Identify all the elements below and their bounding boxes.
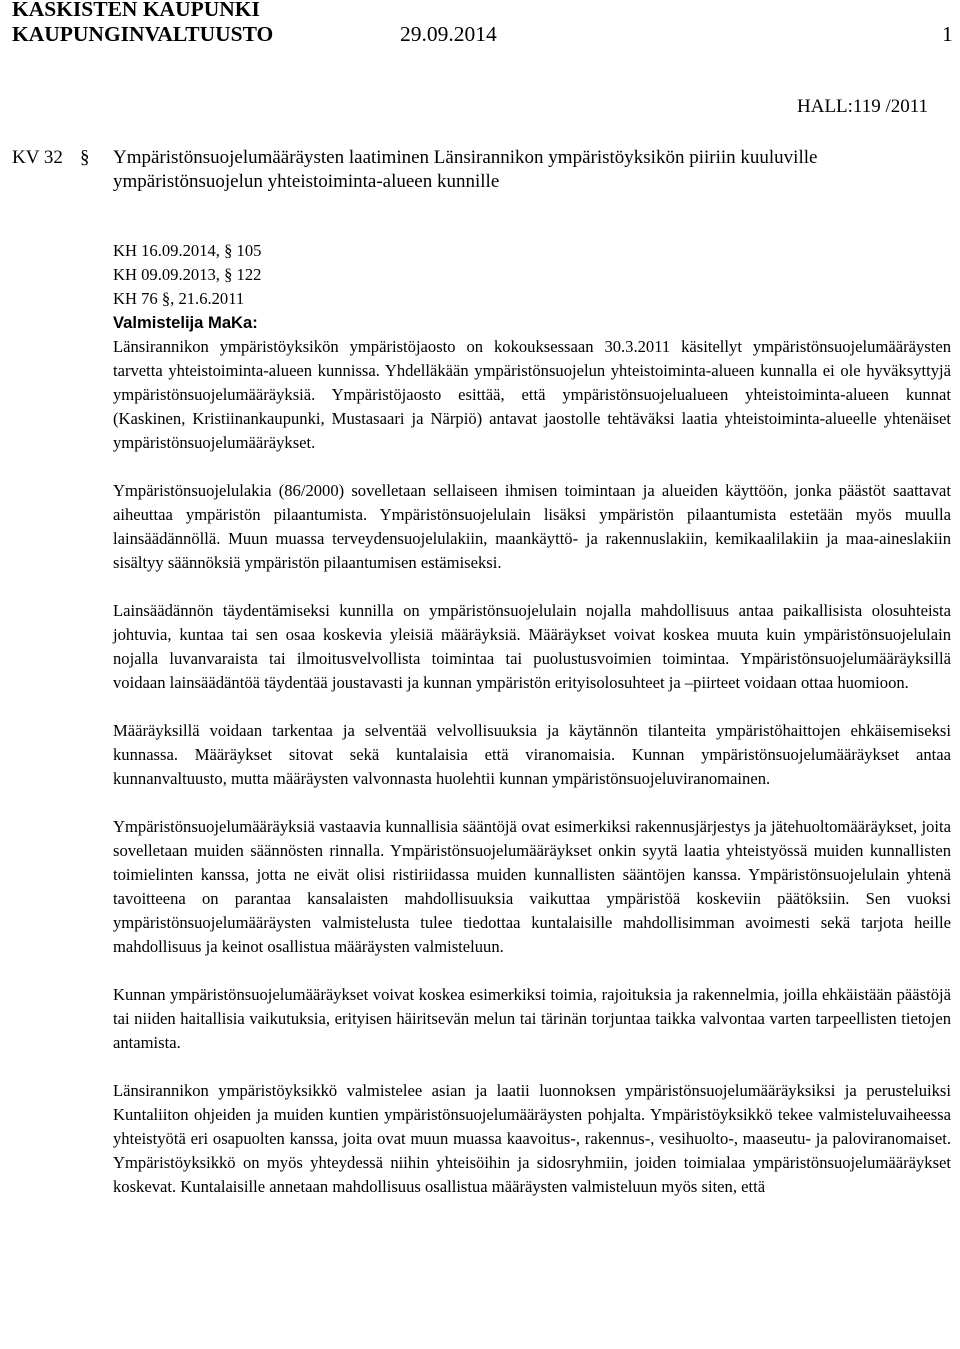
- item-title: [113, 146, 958, 194]
- reference-line: KH 76 §, 21.6.2011: [113, 289, 245, 308]
- organization-name: KASKISTEN KAUPUNKI: [12, 0, 260, 21]
- body-paragraph: Länsirannikon ympäristöyksikkö valmistelee asian ja laatii luonnoksen ympäristönsuojelumääräyksiksi ja perusteluiksi Kuntaliiton ohjeiden ja muiden kuntien ympäristönsuojelumääräysten pohjalta. Ympäristöyksikkö tekee valmisteluvaiheessa yhteistyötä eri osapuolten kanssa, joita ovat muun muassa kaavoitus-, rakennus-, vesihuolto-, maaseutu- ja paloviranomaiset. Ympäristöyksikkö on myös yhteydessä niihin yhteisöihin ja sidosryhmiin, joiden toimialaa ympäristönsuojelumääräykset koskevat. Kuntalaisille annetaan mahdollisuus osallistua määräysten valmisteluun myös siten, että: [113, 1081, 951, 1196]
- body-paragraph: Määräyksillä voidaan tarkentaa ja selventää velvollisuuksia ja käytännön tilanteita ympäristöhaittojen ehkäisemiseksi kunnassa. Määräykset sitovat sekä kuntalaisia että viranomaisia. Kunnan ympäristönsuojelumääräykset antaa kunnanvaltuusto, mutta määräysten valvonnasta huolehtii kunnan ympäristönsuojeluviranomainen.: [113, 721, 951, 788]
- reference-line: KH 09.09.2013, § 122: [113, 265, 262, 284]
- item-title-line: Ympäristönsuojelumääräysten laatiminen Länsirannikon ympäristöyksikön piiriin kuuluville: [113, 147, 818, 168]
- record-id: HALL:119 /2011: [797, 96, 929, 117]
- meeting-date: 29.09.2014: [400, 22, 497, 46]
- governing-body: KAUPUNGINVALTUUSTO: [12, 22, 274, 46]
- item-title-line: ympäristönsuojelun yhteistoiminta-alueen kunnille: [113, 171, 500, 192]
- section-mark: §: [80, 147, 90, 168]
- body-paragraph: Kunnan ympäristönsuojelumääräykset voivat koskea esimerkiksi toimia, rajoituksia ja rakennelmia, joilla ehkäistään päästöjä tai niiden haitallisia vaikutuksia, erityisen häiritsevän melun tai tärinän torjuntaa taikka valvontaa varten tarpeellisten tietojen antamista.: [113, 985, 951, 1052]
- body-paragraph: Ympäristönsuojelumääräyksiä vastaavia kunnallisia sääntöjä ovat esimerkiksi rakennusjärjestys ja jätehuoltomääräykset, joita sovelletaan muiden säännösten rinnalla. Ympäristönsuojelumääräykset onkin syytä laatia yhteistyössä muiden kunnallisten toimielinten kanssa, jotta ne eivät olisi ristiriidassa muiden kunnallisten sääntöjen kanssa. Ympäristönsuojelulain yhtenä tavoitteena on parantaa kansalaisten mahdollisuuksia vaikuttaa ympäristöä koskeviin päätöksiin. Sen vuoksi ympäristönsuojelumääräysten valmistelusta tulee tiedottaa kuntalaisille mahdollisimman avoimesti sekä tarjota heille mahdollisuus ja keinot osallistua määräysten valmisteluun.: [113, 817, 951, 956]
- document-header: [12, 0, 952, 47]
- document-body: [113, 239, 951, 1223]
- page-number: 1: [942, 22, 953, 46]
- body-paragraph: Ympäristönsuojelulakia (86/2000) sovelletaan sellaiseen ihmisen toimintaan ja alueiden käyttöön, jonka päästöt saattavat aiheuttaa ympäristön pilaantumista. Ympäristönsuojelulain lisäksi ympäristön pilaantumista estetään myös muulla lainsäädännöllä. Muun muassa terveydensuojelulakiin, maankäyttö- ja rakennuslakiin, kemikaalilakiin ja maa-aineslakiin sisältyy säännöksiä ympäristön pilaantumisen estämiseksi.: [113, 481, 951, 572]
- body-paragraph: Lainsäädännön täydentämiseksi kunnilla on ympäristönsuojelulain nojalla mahdollisuus antaa paikallisista olosuhteista johtuvia, kuntaa tai sen osaa koskevia yleisiä määräyksiä. Määräykset voivat koskea muuta kuin ympäristönsuojelulain nojalla luvanvaraista tai ilmoitusvelvollista toimintaa tai puolustusvoimien toimintaa. Ympäristönsuojelumääräyksillä voidaan lainsäädäntöä täydentää joustavasti ja kunnan ympäristön erityisolosuhteet ja –piirteet voidaan ottaa huomioon.: [113, 601, 951, 692]
- item-number: KV 32: [12, 147, 63, 168]
- reference-line: KH 16.09.2014, § 105: [113, 241, 262, 260]
- drafter-label: Valmistelija MaKa:: [113, 313, 258, 332]
- body-paragraph: Länsirannikon ympäristöyksikön ympäristöjaosto on kokouksessaan 30.3.2011 käsitellyt ympäristönsuojelumääräysten tarvetta yhteistoiminta-alueen kunnissa. Yhdelläkään ympäristönsuojelun yhteistoiminta-alueen kunnalla ei ole hyväksyttyjä ympäristönsuojelumääräyksiä. Ympäristöjaosto esittää, että ympäristönsuojelualueen yhteistoiminta-alueen kunnat (Kaskinen, Kristiinankaupunki, Mustasaari ja Närpiö) antavat jaostolle tehtäväksi laatia yhteistoiminta-alueelle yhtenäiset ympäristönsuojelumääräykset.: [113, 337, 951, 452]
